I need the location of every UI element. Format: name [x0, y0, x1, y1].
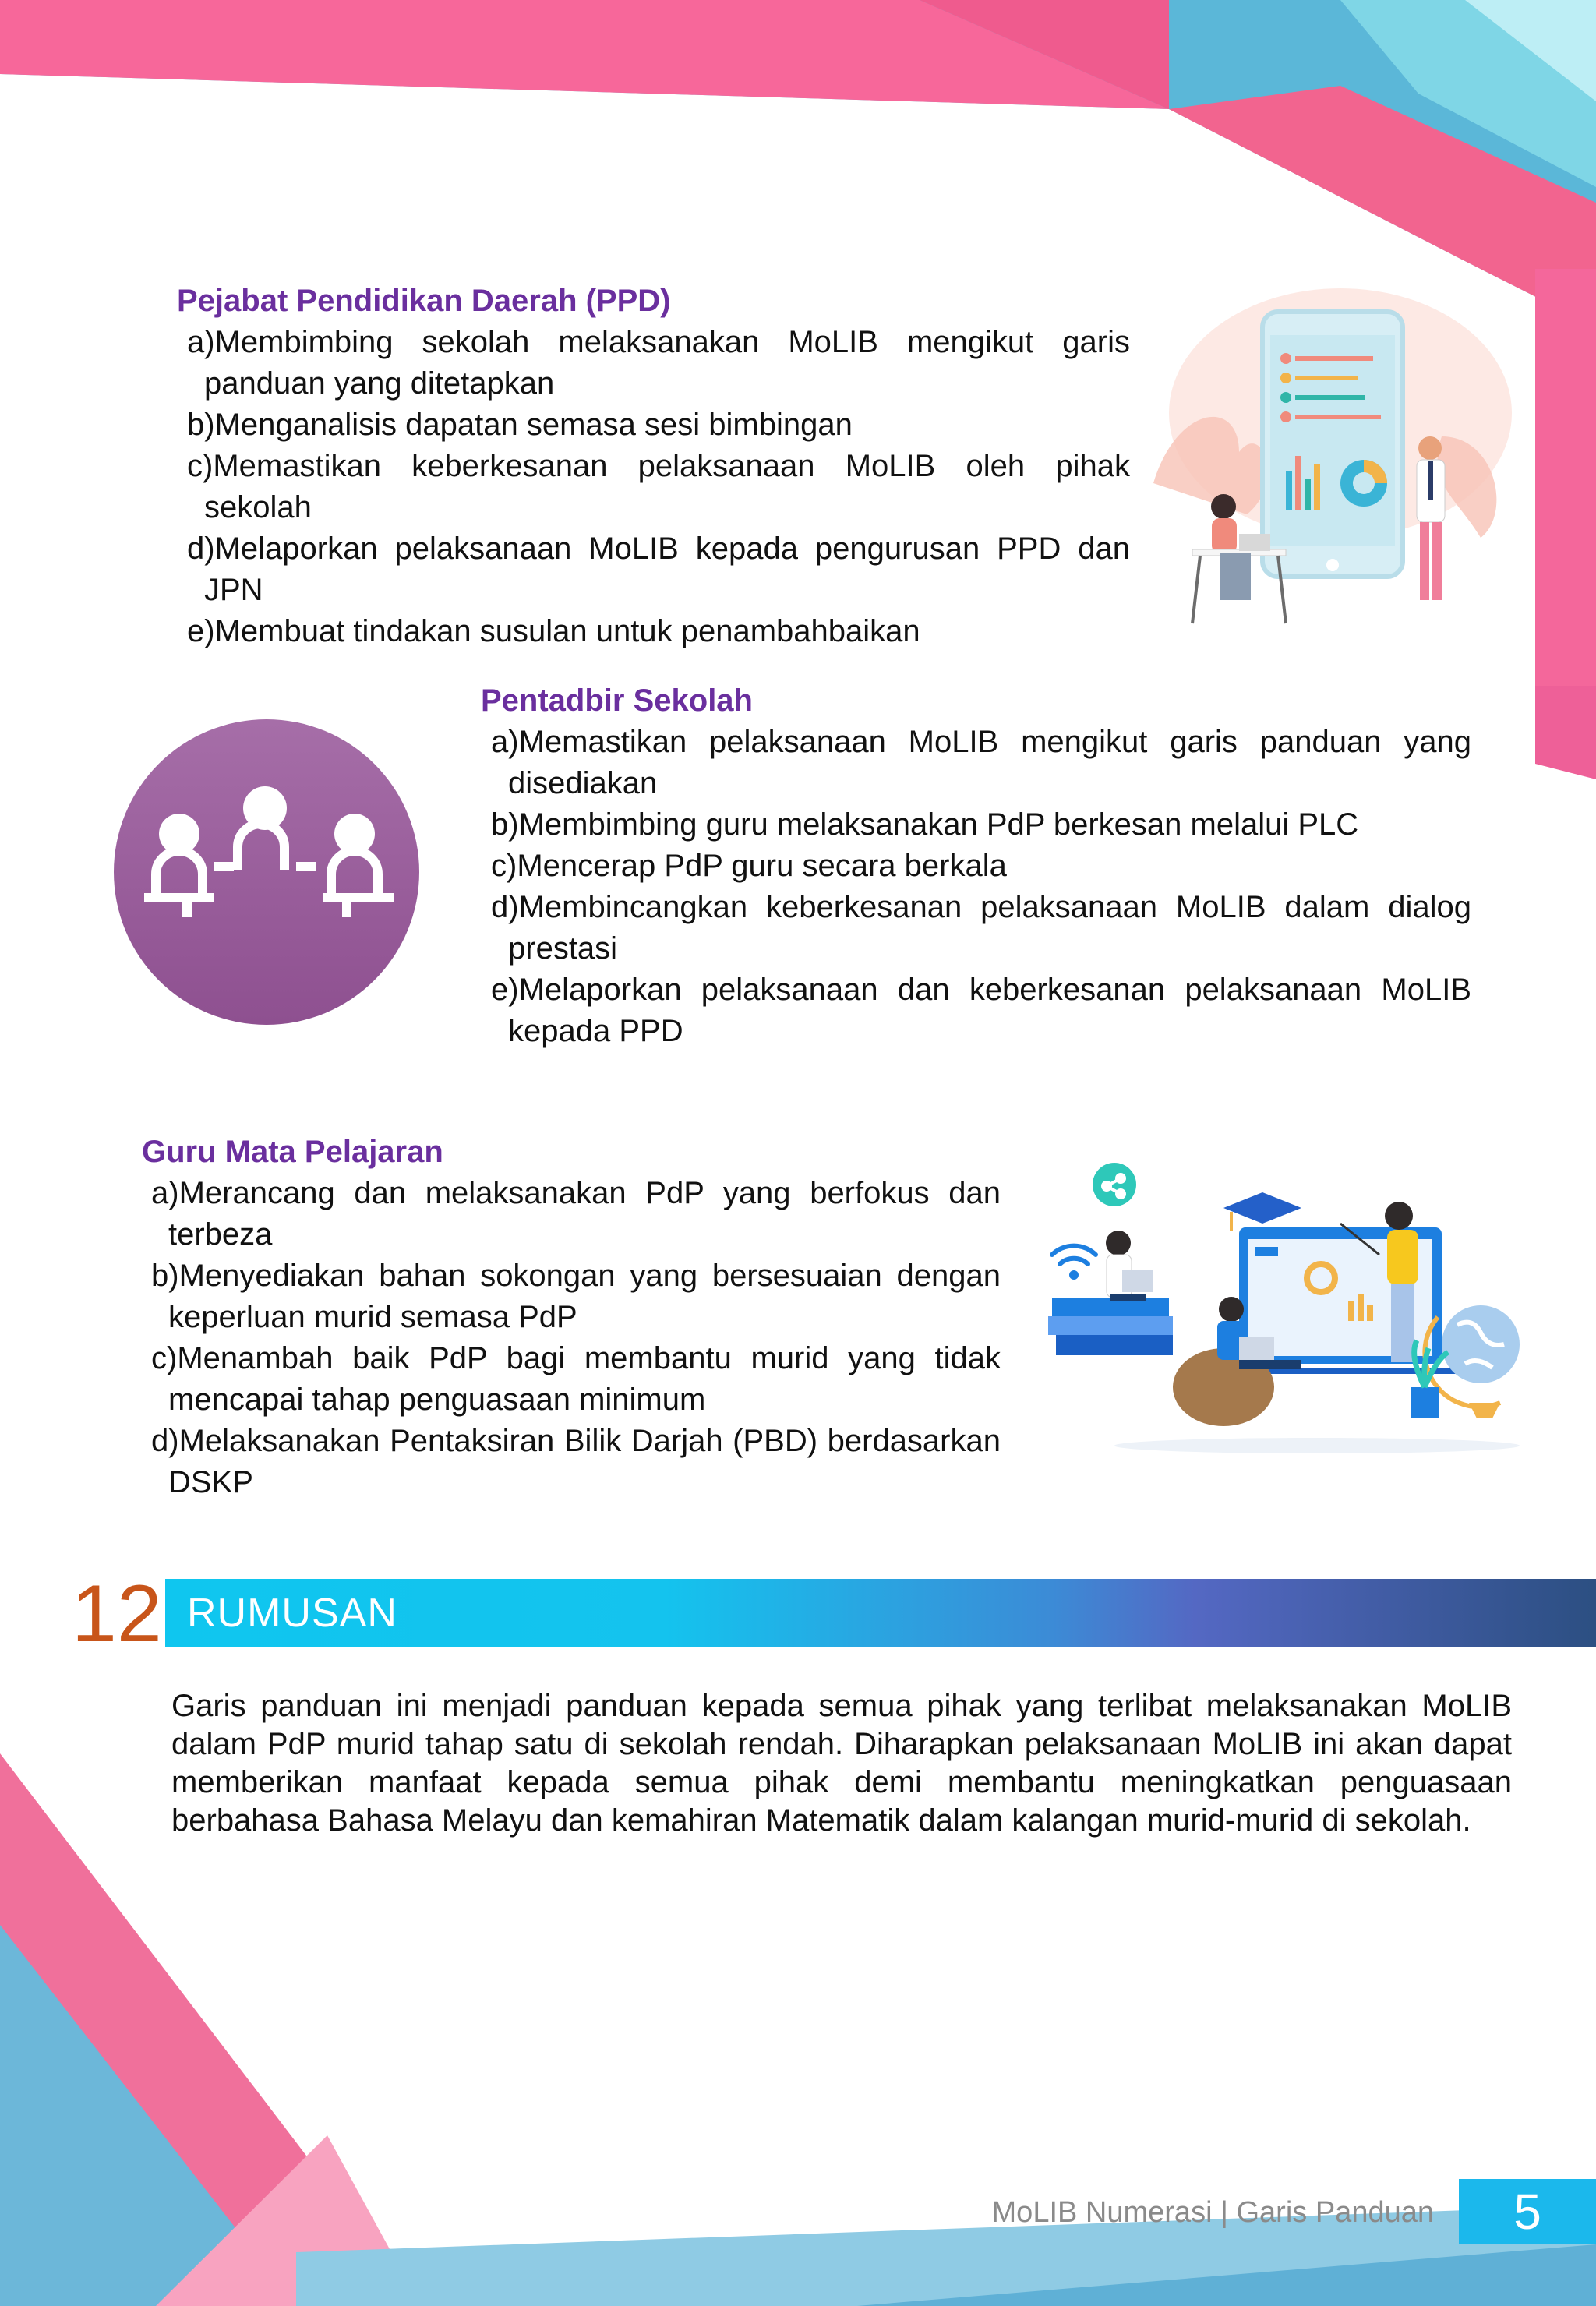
ppd-responsibilities-list: [187, 322, 1130, 652]
section-number: 12: [72, 1569, 162, 1659]
summary-paragraph: Garis panduan ini menjadi panduan kepada semua pihak yang terlibat melaksanakan MoLIB dalam PdP murid tahap satu di sekolah rendah. Diharapkan pelaksanaan MoLIB ini akan dapat memberikan manfaat kepada semua pihak demi membantu meningkatkan penguasaan berbahasa Bahasa Melayu dan kemahiran Matematik dalam kalangan murid-murid di sekolah.: [171, 1689, 1512, 1838]
online-learning-illustration: [1044, 1153, 1527, 1465]
list-item: c)Menambah baik PdP bagi membantu murid yang tidak mencapai tahap penguasaan minimum: [151, 1341, 1001, 1417]
guru-section-title: Guru Mata Pelajaran: [142, 1135, 443, 1169]
page-number: 5: [1459, 2179, 1596, 2244]
list-item: a)Memastikan pelaksanaan MoLIB mengikut garis panduan yang disediakan: [491, 725, 1471, 800]
ppd-section-title: Pejabat Pendidikan Daerah (PPD): [177, 284, 671, 318]
list-item: e)Membuat tindakan susulan untuk penambahbaikan: [187, 614, 920, 648]
list-item: d)Membincangkan keberkesanan pelaksanaan MoLIB dalam dialog prestasi: [491, 890, 1471, 966]
list-item: a)Membimbing sekolah melaksanakan MoLIB mengikut garis panduan yang ditetapkan: [187, 325, 1130, 401]
meeting-group-icon: [113, 719, 421, 1026]
guru-responsibilities-list: [151, 1173, 1001, 1503]
footer-doc-title: MoLIB Numerasi | Garis Panduan: [991, 2196, 1434, 2229]
section-header-bar: [165, 1579, 1596, 1647]
pentadbir-section-title: Pentadbir Sekolah: [481, 683, 753, 718]
section-heading: RUMUSAN: [187, 1591, 397, 1636]
list-item: d)Melaksanakan Pentaksiran Bilik Darjah (PBD) berdasarkan DSKP: [151, 1424, 1001, 1499]
pentadbir-responsibilities-list: [491, 722, 1471, 1052]
list-item: c)Mencerap PdP guru secara berkala: [491, 849, 1007, 883]
dashboard-analytics-illustration: [1146, 281, 1520, 647]
list-item: b)Menganalisis dapatan semasa sesi bimbingan: [187, 408, 853, 442]
list-item: b)Membimbing guru melaksanakan PdP berkesan melalui PLC: [491, 807, 1359, 842]
list-item: e)Melaporkan pelaksanaan dan keberkesanan pelaksanaan MoLIB kepada PPD: [491, 973, 1471, 1048]
list-item: d)Melaporkan pelaksanaan MoLIB kepada pengurusan PPD dan JPN: [187, 531, 1130, 607]
list-item: c)Memastikan keberkesanan pelaksanaan MoLIB oleh pihak sekolah: [187, 449, 1130, 524]
list-item: a)Merancang dan melaksanakan PdP yang berfokus dan terbeza: [151, 1176, 1001, 1252]
list-item: b)Menyediakan bahan sokongan yang bersesuaian dengan keperluan murid semasa PdP: [151, 1259, 1001, 1334]
